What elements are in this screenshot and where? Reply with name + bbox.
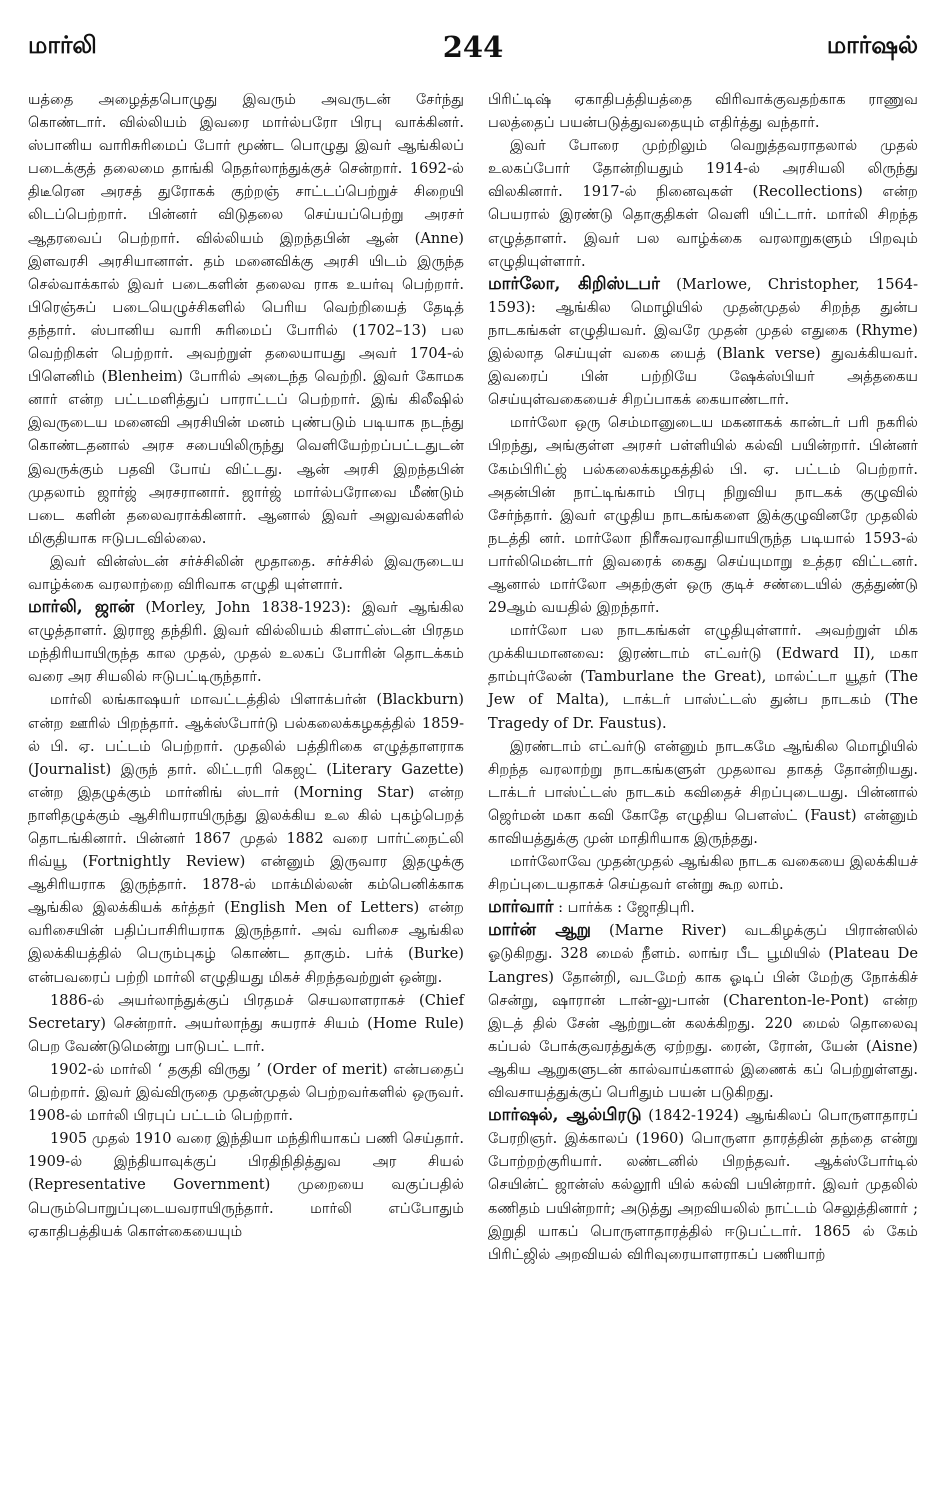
paragraph-text: இவர் போரை முற்றிலும் வெறுத்தவராதலால் முதல் உலகப்போர் தோன்றியதும் 1914-ல் அரசியலி லிருந்து விலகினார். 1917-ல் நினைவுகள் (Recollections) என்ற பெயரால் இரண்டு தொகுதிகள் வெளி யிட்டார். மார்லி சிறந்த எழுத்தாளர். இவர் பல வாழ்க்கை வரலாறுகளும் பிறவும் எழுதியுள்ளார்.	[488, 137, 918, 270]
paragraph-text: 1902-ல் மார்லி ‘ தகுதி விருது ’ (Order of merit) என்பதைப் பெற்றார். இவர் இவ்விருதை முதன்முதல் பெற்றவர்களில் ஒருவர். 1908-ல் மார்லி பிரபுப் பட்டம் பெற்றார்.	[28, 1060, 464, 1125]
paragraph-text: (Marlowe, Christopher, 1564-1593): ஆங்கில மொழியில் முதன்முதல் சிறந்த துன்ப நாடகங்கள் எழுதியவர். இவரே முதன் முதல் எதுகை (Rhyme) இல்லாத செய்யுள் வகை யைத் (Blank verse) துவக்கியவர். இவரைப் பின் பற்றியே ஷேக்ஸ்பியர் அத்தகைய செய்யுள்வகையைச் சிறப்பாகக் கையாண்டார்.	[488, 275, 918, 409]
paragraph-text: (Marne River) வடகிழக்குப் பிரான்ஸில் ஓடுகிறது. 328 மைல் நீளம். லாங்ர பீட பூமியில் (Plateau De Langres) தோன்றி, வடமேற் காக ஓடிப் பின் மேற்கு நோக்கிச் சென்று, ஷாரான் டான்-லு-பான் (Charenton-le-Pont) என்ற இடத் தில் சேன் ஆற்றுடன் கலக்கிறது. 220 மைல் தொலைவு கப்பல் போக்குவரத்துக்கு ஏற்றது. ரைன், ரோன், யேன் (Aisne) ஆகிய ஆறுகளுடன் கால்வாய்களால் இணைக் கப் பெற்றுள்ளது. விவசாயத்துக்குப் பெரிதும் பயன் படுகிறது.	[488, 922, 919, 1102]
entry-paragraph	[28, 596, 464, 688]
left-column	[28, 88, 464, 1243]
paragraph-text: (1842-1924) ஆங்கிலப் பொருளாதாரப் பேரறிஞர். இக்காலப் (1960) பொருளா தாரத்தின் தந்தை என்று போற்றற்குரியார். லண்டனில் பிறந்தவர். ஆக்ஸ்போர்டில் செயின்ட் ஜான்ஸ் கல்லூரி யில் கல்வி பயின்றார். இவர் முதலில் கணிதம் பயின்றார்; அடுத்து அறவியலில் நாட்டம் செலுத்தினார் ; இறுதி யாகப் பொருளாதாரத்தில் ஈடுபட்டார். 1865 ல் கேம் பிரிட்ஜில் அறவியல் விரிவுரையாளராகப் பணியாற்	[488, 1107, 918, 1263]
paragraph	[488, 88, 918, 134]
paragraph-text: யத்தை அழைத்தபொழுது இவரும் அவருடன் சேர்ந்து கொண்டார். வில்லியம் இவரை மார்ல்பரோ பிரபு வாக்கினர். ஸ்பானிய வாரிசுரிமைப் போர் மூண்ட பொழுது இவர் ஆங்கிலப் படைக்குத் தலைமை தாங்கி நெதர்லாந்துக்குச் சென்றார். 1692-ல் திடீரென அரசத் துரோகக் குற்றஞ் சாட்டப்பெற்றுச் சிறையி லிடப்பெற்றார். பின்னர் விடுதலை செய்யப்பெற்று அரசர் ஆதரவைப் பெற்றார். வில்லியம் இறந்தபின் ஆன் (Anne) இளவரசி அரசியானாள். தம் மனைவிக்கு அரசி யிடம் இருந்த செல்வாக்கால் இவர் படைகளின் தலைவ ராக உயர்வு பெற்றார். பிரெஞ்சுப் படையெழுச்சிகளில் பெரிய வெற்றியைத் தேடித் தந்தார். ஸ்பானிய வாரி சுரிமைப் போரில் (1702–13) பல வெற்றிகள் பெற்றார். அவற்றுள் தலையாயது அவர் 1704-ல் பிளெனிம் (Blenheim) போரில் அடைந்த வெற்றி. இவர் கோமக னார் என்ற பட்டமளித்துப் பாராட்டப் பெற்றார். இங் கிலீஷில் இவருடைய மனைவி அரசியின் மனம் புண்படும் படியாக நடந்து கொண்டதனால் அரச சபையிலிருந்து வெளியேற்றப்பட்டதுடன் இவருக்கும் பதவி போய் விட்டது. ஆன் அரசி இறந்தபின் முதலாம் ஜார்ஜ் அரசரானார். ஜார்ஜ் மார்ல்பரோவை மீண்டும் படை களின் தலைவராக்கினார். ஆனால் இவர் அலுவல்களில் மிகுதியாக ஈடுபடவில்லை.	[28, 91, 464, 547]
entry-paragraph	[488, 896, 918, 919]
paragraph-text: 1886-ல் அயர்லாந்துக்குப் பிரதமச் செயலாளராகச் (Chief Secretary) சென்றார். அயர்லாந்து சுயராச் சியம் (Home Rule) பெற வேண்டுமென்று பாடுபட் டார்.	[28, 991, 464, 1055]
paragraph-text: 1905 முதல் 1910 வரை இந்தியா மந்திரியாகப் பணி செய்தார். 1909-ல் இந்தியாவுக்குப் பிரதிநிதித்துவ அர சியல் (Representative Government) முறையை வகுப்பதில் பெரும்பொறுப்புடையவராயிருந்தார். மார்லி எப்போதும் ஏகாதிபத்தியக் கொள்கையையும்	[28, 1130, 464, 1240]
paragraph	[28, 1058, 464, 1127]
header-left-guideword: மார்லி	[28, 30, 97, 59]
paragraph-text: இவர் வின்ஸ்டன் சர்ச்சிலின் மூதாதை. சர்ச்சில் இவருடைய வாழ்க்கை வரலாற்றை விரிவாக எழுதி யுள்ளார்.	[28, 552, 464, 593]
page-number: 244	[442, 30, 504, 64]
paragraph	[488, 411, 918, 619]
paragraph	[28, 688, 464, 988]
paragraph	[28, 1127, 464, 1242]
entry-headword: மார்ன் ஆறு	[488, 920, 591, 941]
entry-paragraph	[488, 273, 918, 412]
paragraph	[28, 88, 464, 550]
entry-headword: மார்ஷல், ஆல்பிரடு	[488, 1105, 642, 1126]
right-column	[488, 88, 918, 1266]
paragraph	[488, 134, 918, 273]
entry-headword: மார்லி, ஜான்	[28, 597, 135, 618]
page-header	[28, 30, 918, 70]
entry-headword: மார்லோ, கிறிஸ்டபர்	[488, 273, 660, 294]
paragraph-text: மார்லோ ஒரு செம்மானுடைய மகனாகக் கான்டர் பரி நகரில் பிறந்து, அங்குள்ள அரசர் பள்ளியில் கல்வி பயின்றார். பின்னர் கேம்பிரிட்ஜ் பல்கலைக்கழகத்தில் பி. ஏ. பட்டம் பெற்றார். அதன்பின் நாட்டிங்காம் பிரபு நிறுவிய நாடகக் குழுவில் சேர்ந்தார். இவர் எழுதிய நாடகங்களை இக்குழுவினரே முதலில் நடத்தி னர். மார்லோ நிரீசுவரவாதியாயிருந்த படியால் 1593-ல் பார்லிமென்டார் இவரைக் கைது செய்யுமாறு உத்தர விட்டனர். ஆனால் மார்லோ அதற்குள் ஒரு குடிச் சண்டையில் குத்துண்டு 29ஆம் வயதில் இறந்தார்.	[488, 414, 918, 617]
paragraph-text: : பார்க்க : ஜோதிபுரி.	[553, 899, 695, 917]
paragraph-text: (Morley, John 1838-1923): இவர் ஆங்கில எழுத்தாளர். இராஜ தந்திரி. இவர் வில்லியம் கிளாட்ஸ்டன் பிரதம மந்திரியாயிருந்த கால முதல், முதல் உலகப் போரின் தொடக்கம் வரை அர சியலில் ஈடுபட்டிருந்தார்.	[28, 599, 464, 686]
paragraph-text: இரண்டாம் எட்வர்டு என்னும் நாடகமே ஆங்கில மொழியில் சிறந்த வரலாற்று நாடகங்களுள் முதலாவ தாகத் தோன்றியது. டாக்டர் பாஸ்ட்டஸ் நாடகம் கவிதைச் சிறப்புடையது. பின்னால் ஜெர்மன் மகா கவி கோதே எழுதிய பௌஸ்ட் (Faust) என்னும் காவியத்துக்கு முன் மாதிரியாக இருந்தது.	[488, 737, 918, 847]
header-right-guideword: மார்ஷல்	[826, 30, 918, 59]
paragraph	[488, 735, 918, 850]
paragraph-text: பிரிட்டிஷ் ஏகாதிபத்தியத்தை விரிவாக்குவதற்காக ராணுவ பலத்தைப் பயன்படுத்துவதையும் எதிர்த்து வந்தார்.	[488, 91, 918, 132]
entry-paragraph	[488, 1104, 918, 1266]
paragraph-text: மார்லோ பல நாடகங்கள் எழுதியுள்ளார். அவற்றுள் மிக முக்கியமானவை: இரண்டாம் எட்வர்டு (Edward II), மகா தாம்புர்லேன் (Tamburlane the Great), மால்ட்டா யூதர் (The Jew of Malta), டாக்டர் பாஸ்ட்டஸ் துன்ப நாடகம் (The Tragedy of Dr. Faustus).	[488, 622, 918, 732]
entry-paragraph	[488, 919, 918, 1104]
paragraph	[28, 550, 464, 596]
entry-headword: மார்வார்	[488, 897, 554, 918]
paragraph	[488, 619, 918, 734]
paragraph-text: மார்லி லங்காஷயர் மாவட்டத்தில் பிளாக்பர்ன் (Blackburn) என்ற ஊரில் பிறந்தார். ஆக்ஸ்போர்டு பல்கலைக்கழகத்தில் 1859-ல் பி. ஏ. பட்டம் பெற்றார். முதலில் பத்திரிகை எழுத்தாளராக (Journalist) இருந் தார். லிட்டரரி கெஜட் (Literary Gazette) என்ற இதழுக்கும் மார்னிங் ஸ்டார் (Morning Star) என்ற நாளிதழுக்கும் ஆசிரியராயிருந்து இலக்கிய உல கில் புகழ்பெறத் தொடங்கினார். பின்னர் 1867 முதல் 1882 வரை பார்ட்நைட்லி ரிவ்யூ (Fortnightly Review) என்னும் இருவார இதழுக்கு ஆசிரியராக இருந்தார். 1878-ல் மாக்மில்லன் கம்பெனிக்காக ஆங்கில இலக்கியக் கர்த்தர் (English Men of Letters) என்ற வரிசையின் பதிப்பாசிரியராக இருந்தார். அவ் வரிசை ஆங்கில இலக்கியத்தில் பெரும்புகழ் கொண்ட தாகும். பர்க் (Burke) என்பவரைப் பற்றி மார்லி எழுதியது மிகச் சிறந்தவற்றுள் ஒன்று.	[28, 691, 464, 986]
paragraph	[28, 989, 464, 1058]
paragraph	[488, 850, 918, 896]
paragraph-text: மார்லோவே முதன்முதல் ஆங்கில நாடக வகையை இலக்கியச் சிறப்புடையதாகச் செய்தவர் என்று கூற லாம்.	[488, 853, 918, 894]
